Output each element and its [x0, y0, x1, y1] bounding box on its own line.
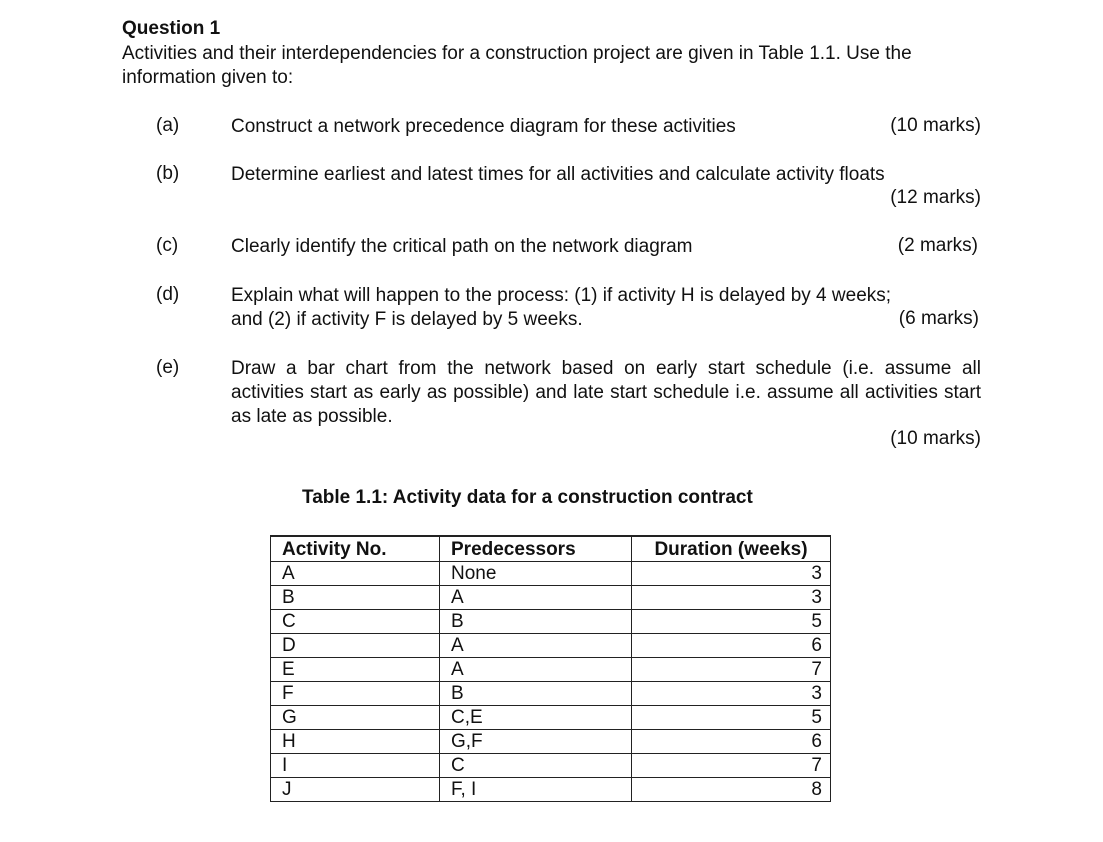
predecessor-cell: B	[440, 610, 632, 634]
table-row	[271, 706, 831, 730]
part-e-label: (e)	[156, 357, 180, 378]
duration-cell: 8	[632, 778, 831, 802]
part-c-text: Clearly identify the critical path on the network diagram	[231, 236, 693, 257]
part-b-label: (b)	[156, 163, 180, 184]
part-b-text: Determine earliest and latest times for all activities and calculate activity floats	[231, 164, 885, 185]
predecessor-cell: C	[440, 754, 632, 778]
table-title: Table 1.1: Activity data for a construction contract	[302, 487, 753, 508]
question-intro: Activities and their interdependencies for a construction project are given in Table 1.1. Use the information given to:	[122, 43, 912, 88]
part-d-text-line1: Explain what will happen to the process: (1) if activity H is delayed by 4 weeks;	[231, 285, 892, 306]
part-a-text: Construct a network precedence diagram for these activities	[231, 116, 736, 137]
part-b-marks: (12 marks)	[890, 187, 981, 208]
predecessor-cell: A	[440, 586, 632, 610]
question-heading: Question 1	[122, 18, 221, 39]
table-row	[271, 658, 831, 682]
header-activity-no: Activity No.	[271, 536, 440, 562]
activity-cell: H	[271, 730, 440, 754]
part-a-marks: (10 marks)	[890, 115, 981, 136]
activity-cell: F	[271, 682, 440, 706]
part-a-label: (a)	[156, 115, 180, 136]
duration-cell: 7	[632, 754, 831, 778]
part-e-text: Draw a bar chart from the network based on early start schedule (i.e. assume all activities start as early as possible) and late start schedule i.e. assume all activities start as late as possible.	[231, 358, 981, 427]
duration-cell: 3	[632, 682, 831, 706]
table-row	[271, 586, 831, 610]
part-d-text-line2: and (2) if activity F is delayed by 5 weeks.	[231, 309, 583, 330]
part-d-label: (d)	[156, 284, 180, 305]
predecessor-cell: C,E	[440, 706, 632, 730]
activity-cell: I	[271, 754, 440, 778]
table-row	[271, 682, 831, 706]
header-predecessors: Predecessors	[440, 536, 632, 562]
table-row	[271, 778, 831, 802]
activity-cell: D	[271, 634, 440, 658]
table-row	[271, 730, 831, 754]
duration-cell: 5	[632, 706, 831, 730]
table-row	[271, 562, 831, 586]
activity-table	[270, 535, 831, 802]
predecessor-cell: None	[440, 562, 632, 586]
part-d-marks: (6 marks)	[898, 308, 979, 329]
duration-cell: 6	[632, 730, 831, 754]
activity-cell: J	[271, 778, 440, 802]
table-header-row	[271, 536, 831, 562]
predecessor-cell: A	[440, 634, 632, 658]
predecessor-cell: A	[440, 658, 632, 682]
activity-cell: B	[271, 586, 440, 610]
duration-cell: 6	[632, 634, 831, 658]
table-row	[271, 610, 831, 634]
predecessor-cell: B	[440, 682, 632, 706]
predecessor-cell: F, I	[440, 778, 632, 802]
table-row	[271, 754, 831, 778]
activity-cell: G	[271, 706, 440, 730]
part-e-marks: (10 marks)	[890, 428, 981, 449]
duration-cell: 3	[632, 586, 831, 610]
duration-cell: 3	[632, 562, 831, 586]
duration-cell: 7	[632, 658, 831, 682]
activity-cell: E	[271, 658, 440, 682]
activity-cell: A	[271, 562, 440, 586]
table-row	[271, 634, 831, 658]
header-duration: Duration (weeks)	[632, 536, 831, 562]
activity-cell: C	[271, 610, 440, 634]
part-c-marks: (2 marks)	[897, 235, 978, 256]
part-c-label: (c)	[156, 235, 179, 256]
duration-cell: 5	[632, 610, 831, 634]
predecessor-cell: G,F	[440, 730, 632, 754]
